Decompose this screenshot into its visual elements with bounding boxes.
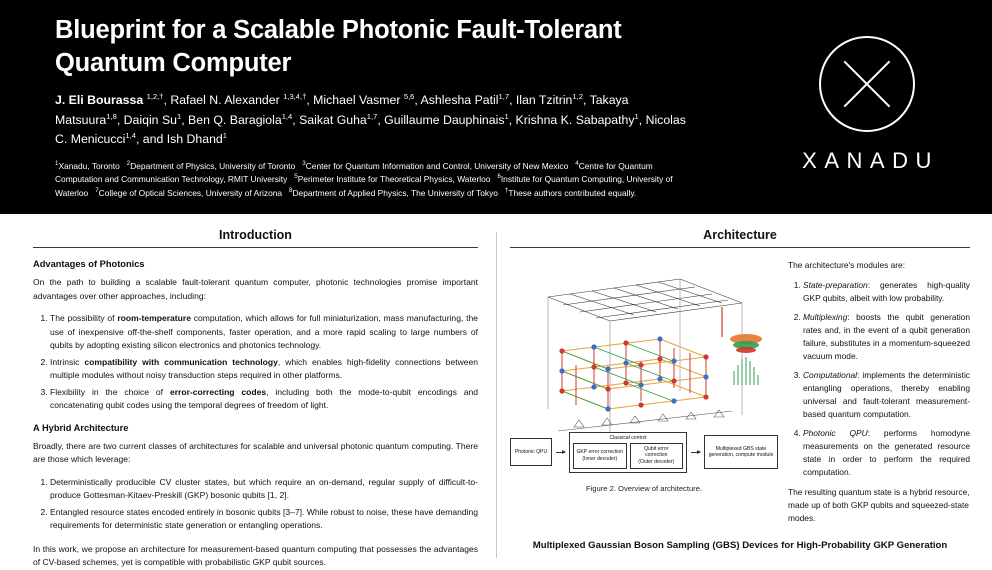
figure-artwork (510, 259, 778, 481)
flow-group-classical-control (569, 432, 687, 473)
list-item: 1. The possibility of room-temperature computation, which allows for full miniaturization, mass manufacturing, the use of inexpensive off-the-shelf components, faster operation, and a more rapid scaling to large numbers of qubits by adopting existing silicon electronics and photonics technology. (50, 312, 478, 353)
poster-body (0, 214, 992, 567)
list-item: 2. Intrinsic compatibility with communication technology, which enables high-fidelity connections between multiple modules without noisy transduction steps required in other platforms. (50, 356, 478, 383)
section-title-introduction: Introduction (33, 228, 478, 248)
architecture-description (788, 259, 970, 532)
list-item: 4. Photonic QPU: performs homodyne measurements on the generated resource state in order to perform the required computation. (803, 427, 970, 479)
affiliation-list: $^1$Xanadu, Toronto $^2$Department of Physics, University of Toronto $^3$Center for Quantum Information and Control, University of New Mexico $^4$Centre for Quantum Computation and Communication Technology, RMIT University $^5$Perimeter Institute for Theoretical Physics, Waterloo $^6$Institute for Quantum Computing, University of Waterloo $^7$College of Optical Sciences, University of Arizona $^8$Department of Applied Physics, The University of Tokyo †These authors contributed equally. (55, 159, 673, 198)
flow-box-gkp-error-correction (573, 443, 627, 469)
header-text-block (55, 14, 772, 204)
list-architecture-classes (33, 476, 478, 533)
flow-arrow-2 (691, 452, 700, 453)
column-introduction (0, 228, 496, 567)
figure-architecture (510, 259, 778, 532)
list-item: 3. Computational: implements the deterministic entangling operations, thereby enabling universal and fault-tolerant measurement-based quantum computation. (803, 369, 970, 421)
qubit-ec-sublabel: (Outer decoder) (638, 458, 675, 465)
qubit-ec-label: Qubit error correction (644, 445, 669, 459)
list-item: 1. State-preparation: generates high-quality GKP qubits, albeit with low probability. (803, 279, 970, 305)
list-item: 3. Flexibility in the choice of error-correcting codes, including both the mode-to-qubit encodings and concatenating qubit codes using the temporal degrees of freedom of light. (50, 386, 478, 413)
paragraph-hybrid-intro: Broadly, there are two current classes of architectures for scalable and universal photonic quantum computing. There are those which leverage: (33, 440, 478, 464)
flow-label-classical-control: Classical control (609, 434, 647, 441)
column-divider (496, 232, 497, 558)
list-item: 2. Multiplexing: boosts the qubit generation rates and, in the event of a qubit generation failure, substitutes in a momentum-squeezed vacuum mode. (803, 311, 970, 363)
page-title: Blueprint for a Scalable Photonic Fault-Tolerant Quantum Computer (55, 16, 622, 77)
lattice-diagram-icon (510, 259, 778, 439)
gkp-ec-label: GKP error correction (576, 449, 624, 456)
gkp-ec-sublabel: (Inner decoder) (582, 455, 618, 462)
author-list: J. Eli Bourassa $^{1,2,\dagger}$, Rafael N. Alexander $^{1,3,4,\dagger}$, Michael Vasmer $^{5,6}$, Ashlesha Patil$^{1,7}$, Ilan Tzitrin$^{1,2}$, Takaya Matsuura$^{1,8}$, Daiqin Su$^1$, Ben Q. Baragiola$^{1,4}$, Saikat Guha$^{1,7}$, Guillaume Dauphinais$^1$, Krishna K. Sabapathy$^1$, Nicolas C. Menicucci$^{1,4}$, and Ish Dhand$^1$ (55, 92, 686, 147)
brand-name: XANADU (802, 148, 939, 173)
architecture-intro-line: The architecture's modules are: (788, 260, 906, 270)
list-architecture-modules (788, 279, 970, 479)
list-item: 1. Deterministically producible CV cluster states, but which require an on-demand, regular supply of difficult-to-produce Gottesman-Kitaev-Preskill (GKP) bosonic qubits [1, 2]. (50, 476, 478, 503)
flow-box-qubit-error-correction (630, 443, 684, 469)
subsection-advantages-of-photonics: Advantages of Photonics (33, 259, 145, 269)
paragraph-proposal: In this work, we propose an architecture for measurement-based quantum computing that possesses the advantages of CV-based schemes, yet is compatible with probabilistic GKP qubit sources. (33, 543, 478, 567)
brand-logo (772, 14, 962, 204)
column-architecture (496, 228, 992, 558)
paragraph-advantages-intro: On the path to building a scalable fault-tolerant quantum computer, photonic technologies promise important advantages over other approaches, including: (33, 277, 478, 301)
architecture-flow-diagram (510, 429, 778, 475)
flow-box-multiplexed-gbs: Multiplexed GBS state generation, compute module (704, 435, 778, 469)
list-item: 2. Entangled resource states encoded entirely in bosonic qubits [3–7]. While robust to noise, these have demanding requirements for deterministic state generation or entangling operations. (50, 506, 478, 533)
flow-box-photonic-qpu: Photonic QPU (510, 438, 552, 466)
list-advantages (33, 312, 478, 413)
section-title-architecture: Architecture (510, 228, 970, 248)
section-title-multiplexed-gbs: Multiplexed Gaussian Boson Sampling (GBS) Devices for High-Probability GKP Generation (532, 540, 948, 552)
figure-caption: Figure 2. Overview of architecture. (585, 484, 703, 493)
subsection-a-hybrid-architecture: A Hybrid Architecture (33, 422, 129, 433)
poster-header (0, 0, 992, 214)
flow-arrow-1 (556, 452, 565, 453)
architecture-closing: The resulting quantum state is a hybrid resource, made up of both GKP qubits and squeezed-state modes. (788, 487, 970, 524)
xanadu-x-logo-icon (819, 36, 915, 132)
